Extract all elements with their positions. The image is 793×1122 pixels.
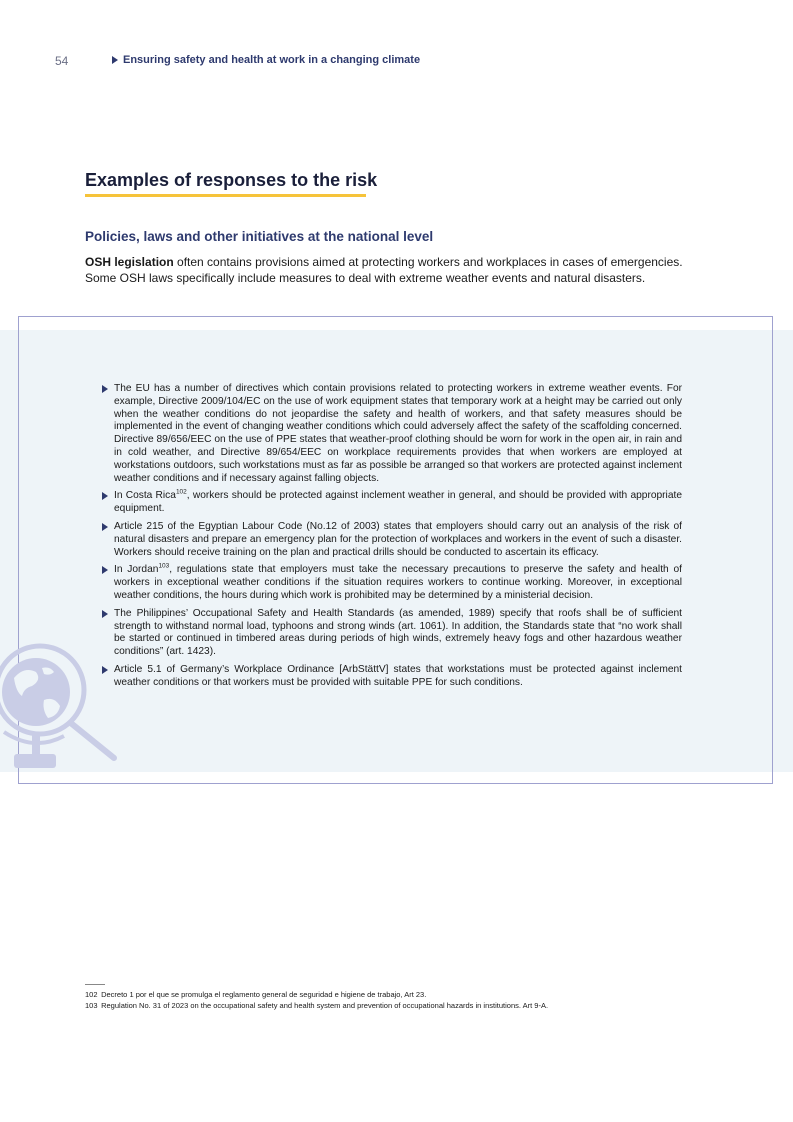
list-item-text: The EU has a number of directives which contain provisions related to protecting workers in extreme weather events. For example, Directive 2009/104/EC on the use of work equipment states that temporary work at a height may be carried out only when the weather conditions do not jeopardise the safety and health of workers, and that safety measures should be implemented in the event of changing weather conditions which could adversely affect the safety of the scaffolding concerned. Directive 89/656/EEC on the use of PPE states that weather-proof clothing should be worn for work in the open air, in rain and in cold weather, and Directive 89/654/EEC on workplace requirements provides that when workers are employed at workstations outdoors, such workstations must as far as possible be arranged so that workers are protected against inclement weather conditions and if necessary against falling objects. xyxy=(114,383,682,484)
triangle-bullet-icon xyxy=(102,666,108,674)
section-title: Examples of responses to the risk xyxy=(85,170,378,190)
triangle-bullet-icon xyxy=(102,385,108,393)
footnote-text: Regulation No. 31 of 2023 on the occupational safety and health system and prevention of occupational hazards in institutions. Art 9-A. xyxy=(101,1000,549,1010)
running-header xyxy=(112,54,420,66)
footnote-ref[interactable]: 102 xyxy=(175,488,187,496)
footnote-divider xyxy=(85,984,105,985)
triangle-bullet-icon xyxy=(102,566,108,574)
list-item xyxy=(100,383,682,485)
list-item-text-start: In Costa Rica xyxy=(114,490,176,502)
list-item-text-end: , regulations state that employers must take the necessary precautions to preserve the safety and health of workers in exceptional weather conditions if the situation requires workers to continue working. Moreover, in exceptional weather conditions, the hours during which work is prohibited may be determined by a ministerial decision. xyxy=(114,564,682,601)
running-header-title: Ensuring safety and health at work in a changing climate xyxy=(123,54,421,66)
subheading: Policies, laws and other initiatives at the national level xyxy=(85,229,434,244)
list-item-text: Article 215 of the Egyptian Labour Code (No.12 of 2003) states that employers should carry out an analysis of the risk of natural disasters and prepare an emergency plan for the protection of workplaces and workers in the event of such a disaster. Workers should receive training on the plan and practical drills should be conducted to ascertain its efficacy. xyxy=(114,520,682,558)
title-underline xyxy=(85,194,366,197)
list-item-text: The Philippines’ Occupational Safety and Health Standards (as amended, 1989) specify that roofs shall be of sufficient strength to withstand normal load, typhoons and strong winds (art. 1061). In addition, the Standards state that “no work shall be started or continued in timbered areas during periods of high winds, extremely heavy fogs and other hazardous weather conditions” (art. 1423). xyxy=(114,607,682,658)
footnote-number: 103 xyxy=(85,1000,98,1010)
footnote xyxy=(85,990,745,1001)
triangle-bullet-icon xyxy=(102,492,108,500)
list-item xyxy=(100,608,682,659)
list-item xyxy=(100,490,682,516)
intro-text: often contains provisions aimed at protecting workers and workplaces in cases of emergencies. Some OSH laws specifically include measures to deal with extreme weather events and natural disasters. xyxy=(85,255,683,285)
footnote-ref[interactable]: 103 xyxy=(158,562,170,570)
intro-bold-term: OSH legislation xyxy=(85,255,174,269)
list-item xyxy=(100,664,682,690)
footnote-number: 102 xyxy=(85,990,98,999)
triangle-marker-icon xyxy=(112,56,118,64)
footnote xyxy=(85,1001,745,1012)
triangle-bullet-icon xyxy=(102,610,108,618)
list-item-text-end: , workers should be protected against inclement weather in general, and should be provided with appropriate equipment. xyxy=(114,490,682,515)
footnotes xyxy=(85,990,745,1011)
list-item xyxy=(100,521,682,559)
intro-paragraph xyxy=(85,254,715,286)
footnote-text: Decreto 1 por el que se promulga el reglamento general de seguridad e higiene de trabajo, Art 23. xyxy=(101,990,427,999)
examples-list xyxy=(100,383,682,695)
list-item xyxy=(100,564,682,602)
page-number: 54 xyxy=(55,54,69,68)
list-item-text-start: In Jordan xyxy=(114,564,159,576)
triangle-bullet-icon xyxy=(102,523,108,531)
list-item-text: Article 5.1 of Germany’s Workplace Ordinance [ArbStättV] states that workstations must be protected against inclement weather conditions or that workers must be provided with suitable PPE for such conditions. xyxy=(114,663,682,688)
